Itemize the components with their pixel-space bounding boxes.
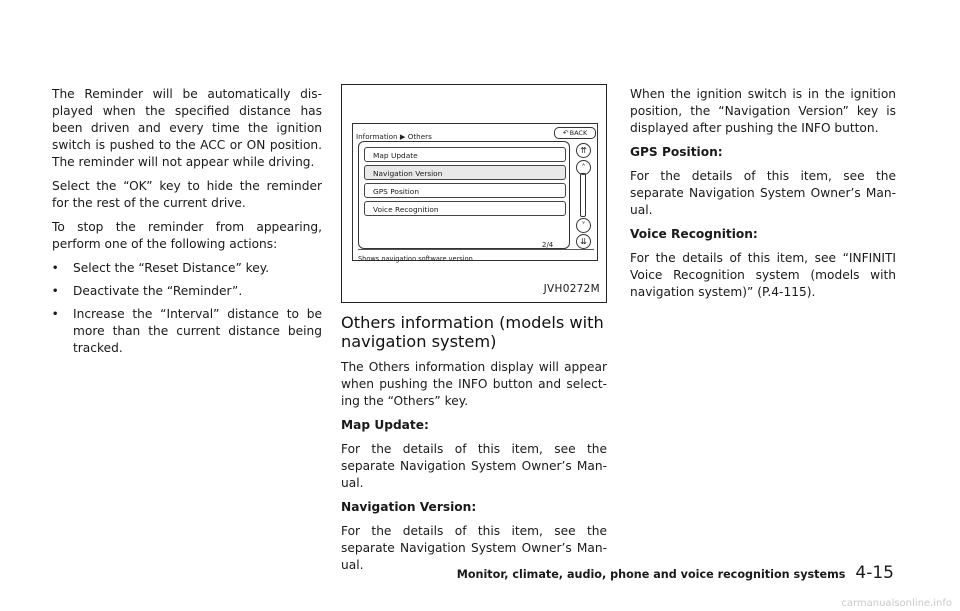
map-update-text: For the details of this item, see the separate Navigation System Owner’s Man-ual. [341, 442, 607, 490]
gps-position-text: For the details of this item, see the separate Navigation System Owner’s Man-ual. [630, 169, 896, 217]
scroll-down-icon[interactable]: ˅ [576, 218, 591, 233]
page-indicator: 2/4 [542, 241, 554, 249]
menu-item-navigation-version[interactable]: Navigation Version [364, 165, 566, 180]
voice-recognition-label: Voice Recognition: [630, 227, 758, 241]
navigation-version-label: Navigation Version: [341, 500, 477, 514]
page-down-icon[interactable]: ⇊ [576, 234, 591, 249]
list-item: • Deactivate the “Reminder”. [52, 283, 322, 300]
ok-key-paragraph: Select the “OK” key to hide the reminder for the rest of the current drive. [52, 179, 322, 210]
back-label: BACK [569, 129, 588, 137]
map-update-label: Map Update: [341, 418, 429, 432]
list-item: • Select the “Reset Distance” key. [52, 260, 322, 277]
section-heading: Others information (models with navigation system) [341, 313, 604, 351]
right-column [630, 86, 896, 308]
watermark: carmanualsonline.info [841, 598, 952, 609]
screen-title: Information ▶ Others [356, 132, 432, 141]
menu-item-map-update[interactable]: Map Update [364, 147, 566, 162]
status-text: Shows navigation software version [358, 249, 594, 268]
menu-item-voice-recognition[interactable]: Voice Recognition [364, 201, 566, 216]
middle-column [341, 84, 607, 581]
gps-position-label: GPS Position: [630, 145, 723, 159]
menu-item-gps-position[interactable]: GPS Position [364, 183, 566, 198]
page-number: 4-15 [855, 563, 894, 583]
page-up-icon[interactable]: ⇈ [576, 143, 591, 158]
page-footer [457, 563, 894, 583]
list-item: • Increase the “Interval” distance to be more than the current distance being tracked. [52, 306, 322, 357]
navigation-version-text: For the details of this item, see the separate Navigation System Owner’s Man-ual. [341, 524, 607, 572]
back-arrow-icon: ↶ [562, 129, 569, 137]
left-column [52, 86, 322, 363]
scrollbar[interactable] [580, 173, 586, 217]
reminder-paragraph: The Reminder will be automatically dis-played when the specified distance has been driven and every time the ignition switch is pushed to the ACC or ON position. The reminder will not appear while driving. [52, 87, 322, 169]
actions-list [52, 260, 322, 357]
ignition-paragraph: When the ignition switch is in the ignition position, the “Navigation Version” key is displayed after pushing the INFO button. [630, 87, 896, 135]
stop-reminder-paragraph: To stop the reminder from appearing, perform one of the following actions: [52, 220, 322, 251]
chapter-title: Monitor, climate, audio, phone and voice recognition systems [456, 568, 846, 581]
scroll-up-icon[interactable]: ˄ [576, 160, 591, 175]
others-display-paragraph: The Others information display will appear when pushing the INFO button and select-ing the “Others” key. [341, 360, 607, 408]
figure-code: JVH0272M [543, 283, 600, 295]
screen-figure [341, 84, 607, 303]
voice-recognition-text: For the details of this item, see “INFINITI Voice Recognition system (models with navigation system)” (P.4-115). [630, 251, 896, 299]
back-button[interactable] [554, 127, 596, 139]
